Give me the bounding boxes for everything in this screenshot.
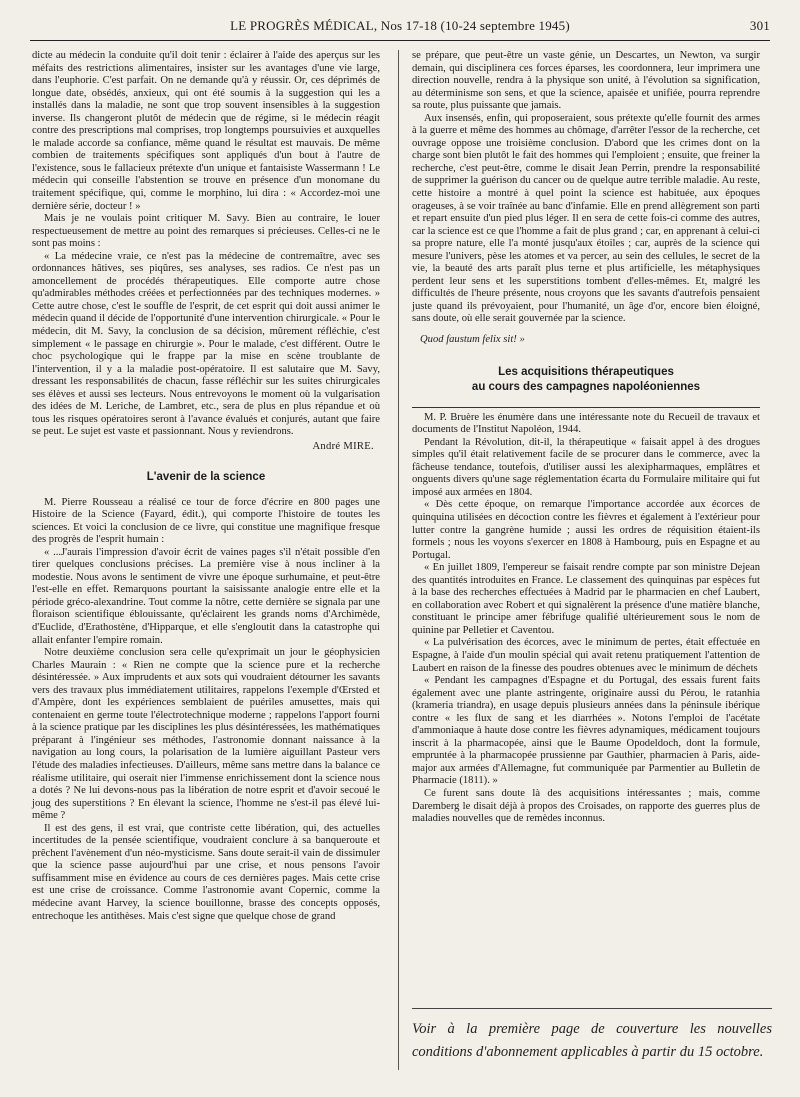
paragraph: « ...J'aurais l'impression d'avoir écrit de vaines pages s'il n'était possible d'en tirer quelques conclusions précises. La première vise à nous incliner à la modestie. Nous avons le sentiment de vivre une époque surhumaine, et peut-être l'est-elle en effet. Remarquons pourtant la saisissante analogie entre elle et la période gréco-alexandrine. Tout comme la nôtre, cette dernière se signala par une floraison scientifique éblouissante, qu'éclairent les grands noms d'Archimède, d'Euclide, d'Erathostène, d'Hipparque, et elle s'engloutit dans la catastrophe qui allait enfanter l'empire romain. [32,546,380,646]
paragraph: « Dès cette époque, on remarque l'importance accordée aux écorces de quinquina utilisées en décoction contre les fièvres et également à l'extérieur pour lutter contre la gangrène humide ; aussi les ordres de réquisition étaient-ils formels ; nous les voyons s'exercer en 1808 à Hambourg, puis en Espagne et au Portugal. [412,499,760,561]
paragraph: se prépare, que peut-être un vaste génie, un Descartes, un Newton, va surgir demain, qui disciplinera ces forces éparses, les coordonnera, leur imprimera une direction nouvelle, rendra à la physique son unité, à l'évolution sa signification, au déterminisme son sens, et que la science, apaisée et unifiée, pourra reprendre sa route, plus puissante que jamais. [412,50,760,112]
section-title-acquisitions [412,365,760,395]
paragraph: « La médecine vraie, ce n'est pas la médecine de contremaître, avec ses ordonnances hâtives, ses piqûres, ses analyses, ses radios. Ce n'est pas un amoncellement de procédés thérapeutiques. Elle comporte autre chose qu'admirables méthodes créées et perfectionnées par des techniques modernes. » Cette autre chose, c'est le souffle de l'esprit, de cet esprit qui doit aussi animer le médecin quand il décide de l'opportunité d'une intervention chirurgicale. « Pour le médecin, dit M. Savy, la conclusion de sa décision, mûrement réfléchie, c'est simplement « le passage en chirurgie ». Pour le malade, c'est différent. Outre le choc psychologique qui le frappe par la mise en scène troublante de l'intervention, il y a la maladie post-opératoire. Il est salutaire que M. Savy, dressant les responsabilités de chacun, fasse réfléchir sur les suites chirurgicales ses élèves et aussi ses lecteurs. Nous entrevoyons le moment où la vulgarisation des idées de M. Leriche, de Lambret, etc., sera de plus en plus répandue et où tous les risques opératoires seront à l'avance évalués et conjurés, autant que faire se peut. Le sujet est vaste et passionnant. Nous y reviendrons. [32,250,380,438]
paragraph: « Pendant les campagnes d'Espagne et du Portugal, des essais furent faits également avec une plante astringente, originaire aussi du Pérou, le ratanhia (krameria triandra), en usage depuis plusieurs années dans la péninsule ibérique contre « les flux de sang et les diarrhées ». Notons l'emploi de l'acétate d'ammoniaque à haute dose contre les fièvres adynamiques, médicament toujours inscrit à la pharmacopée, ainsi que le Baume Opodeldoch, dont la formule, empruntée à la pharmacopée prussienne par Gauthier, pharmacien à Paris, aide-major aux armées d'Allemagne, fut communiquée par Parmentier au Bulletin de Pharmacie (1811). » [412,675,760,787]
paragraph: Mais je ne voulais point critiquer M. Savy. Bien au contraire, le louer respectueusement de mettre au point des remarques si précieuses. Celles-ci ne le sont pas moins : [32,213,380,250]
paragraph: « La pulvérisation des écorces, avec le minimum de pertes, était effectuée en Espagne, à l'aide d'un moulin spécial qui avait retenu pratiquement l'attention de Laubert en raison de la finesse des poudres obtenues avec le minimum de déchets [412,637,760,674]
page-number: 301 [749,18,770,33]
paragraph: M. P. Bruère les énumère dans une intéressante note du Recueil de travaux et documents de l'Institut Napoléon, 1944. [412,411,760,436]
paragraph: Pendant la Révolution, dit-il, la thérapeutique « faisait appel à des drogues simples qu'il était relativement facile de se procurer dans le commerce, avec la fâcheuse tendance, toutefois, d'utiliser aussi les alexipharmaques, emplâtres et onguents divers qu'une sage réglementation écarta du Formulaire militaire qui fut imposé aux armées en 1804. [412,436,760,498]
paragraph: « En juillet 1809, l'empereur se faisait rendre compte par son ministre Dejean des quantités introduites en France. Le classement des quinquinas par espèces fut à la base des recherches effectuées à Madrid par le pharmacien en chef Laubert, en collaboration avec Robert et qui signalèrent la présence d'une matière blanche, constituant le principe amer fébrifuge qualifié ultérieurement sous le nom de quinine par Pelletier et Caventou. [412,562,760,636]
section-title-line: au cours des campagnes napoléoniennes [471,380,701,393]
paragraph: M. Pierre Rousseau a réalisé ce tour de force d'écrire en 800 pages une Histoire de la Science (Fayard, édit.), qui comporte l'histoire de toutes les sciences. Et voici la conclusion de ce livre, qui constitue une magnifique fresque des progrès de l'esprit humain : [32,496,380,546]
latin-motto: Quod faustum felix sit! » [420,334,525,346]
paragraph: Aux insensés, enfin, qui proposeraient, sous prétexte qu'elle fournit des armes à la guerre et même des hommes au chômage, d'arrêter l'essor de la recherche, cet ouvrage oppose une troisième conclusion. D'abord que les crimes dont on la charge sont bien plutôt le fait des hommes qui l'emploient ; ensuite, que freiner la recherche, c'est peut-être, comme le disait Jean Perrin, prendre la responsabilité de supprimer la guérison du cancer ou de quelque autre terrible maladie. Au reste, cette histoire a montré à quel point la science est habituée, aux époques orageuses, à se voir traînée au banc d'infamie. Elle en prend allègrement son parti et repart ensuite d'un pied plus léger. Il en sera de cette fois-ci comme des autres, car la science est ce que l'homme a fait de plus grand ; car, en apprenant à celui-ci sa propre nature, elle l'a monté jusqu'aux étoiles ; car, auprès de la science qui mesure l'univers, pèse les atomes et va percer, au sein des cellules, le secret de la vie, la beauté des arts paraît plus terne et plus artificielle, les métaphysiques perdent leur sens et les superstitions tombent d'elles-mêmes. Et, malgré les difficultés de l'heure présente, nous croyons que les savants d'autrefois pensaient juste quand ils prévoyaient, pour l'humanité, un âge d'or, encore bien éloigné, sans doute, où elle serait gouvernée par la science. [412,112,760,325]
paragraph: dicte au médecin la conduite qu'il doit tenir : éclairer à l'aide des aperçus sur les méfaits des restrictions alimentaires, insister sur les avantages d'une vie large, dans l'euphorie. C'est parfait. On ne demande qu'à y réussir. Or, ces déprimés de longue date, obsédés, anxieux, qui ont été soumis à la suggestion qui les a installés dans la maladie, ne sont que trop souvent insensibles à la suggestion inverse. Ils changeront plutôt de médecin que de régime, si le médecin réagit contre des prescriptions mal comprises, trop longtemps poursuivies et auxquelles le malade accorde sa confiance, même quand le résultat est mauvais. De même combien de traitements spécifiques sont appliqués d'un bout à l'autre de l'existence, sous le fallacieux prétexte d'un unique et fantaisiste Wassermann ! Le médecin qui conseille l'abstention se trouve en présence d'un monomane du traitement spécifique, qui, comme le morphino, lui dira : « Accordez-moi une dernière série, docteur ! » [32,50,380,212]
header-rule [30,40,770,41]
notice-rule [412,1008,772,1009]
author-signature: André MIRE. [312,440,374,452]
journal-title: LE PROGRÈS MÉDICAL, Nos 17-18 (10-24 septembre 1945) [230,18,570,33]
subscription-notice: Voir à la première page de couverture les nouvelles conditions d'abonnement applicables à partir du 15 octobre. [412,1021,772,1060]
paragraph: Il est des gens, il est vrai, que contriste cette libération, qui, des actuelles incertitudes de la pensée scientifique, voudraient conclure à sa banqueroute et prêchent l'avènement d'un néo-mysticisme. Sans doute serait-il vain de dissimuler que la science passe aujourd'hui par une crise, et nous pensons l'avoir suffisamment mise en évidence au cours de ces dernières pages. Mais cette crise est une crise de croissance. Comme l'astronomie avant Copernic, comme la médecine avant Harvey, la science bouillonne, brasse des concepts opposés, entrechoque les antithèses. Mais c'est signe que quelque chose de grand [32,822,380,922]
column-divider [398,50,399,1070]
paragraph: Notre deuxième conclusion sera celle qu'exprimait un jour le géophysicien Charles Maurain : « Rien ne compte que la science pure et la recherche désintéressée. » Aux imprudents et aux sots qui voudraient détourner les savants vers des travaux plus immédiatement utilitaires, rappelons l'exemple d'Œrsted et d'Ampère, dont les expériences semblaient de puériles amusettes, mais qui contenaient en germe toute l'électrotechnique moderne ; rappelons l'apport fourni à la science pratique par les disciplines les plus désintéressées, les mathématiques préparant à l'ingénieur ses méthodes, l'astronomie donnant naissance à la navigation au long cours, la polarisation de la lumière aiguillant Pasteur vers l'étude des maladies infectieuses. D'ailleurs, même sans mettre dans la balance ce réalisme utilitaire, qui oserait nier l'immense enrichissement dont la science nous a dotés ? Ne lui devons-nous pas la libération de notre esprit et d'avoir secoué le joug des superstitions ? En élevant la science, l'homme ne s'est-il pas élevé lui-même ? [32,647,380,822]
page-header [30,16,770,38]
left-column [32,50,380,1080]
section-title-line: Les acquisitions thérapeutiques [498,365,674,378]
section-title-avenir-science: L'avenir de la science [146,470,266,483]
right-column [412,50,760,825]
paragraph: Ce furent sans doute là des acquisitions intéressantes ; mais, comme Daremberg le disait déjà à propos des Croisades, on rapporte des guerres plus de maladies nouvelles que de remèdes inconnus. [412,787,760,825]
title-rule [412,407,760,408]
